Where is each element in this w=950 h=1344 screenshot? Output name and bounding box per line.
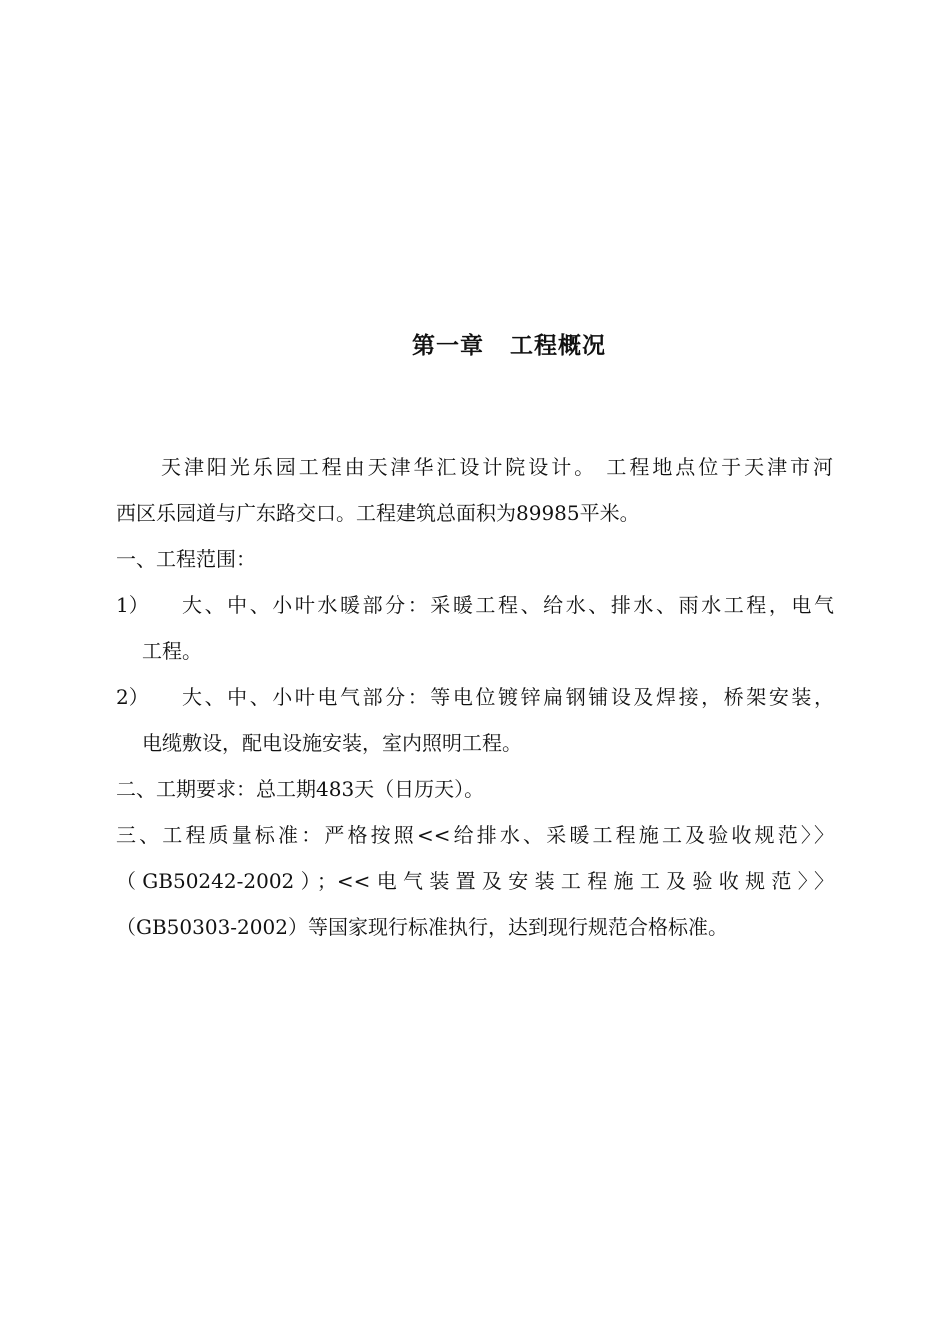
intro-line-2: 西区乐园道与广东路交口。工程建筑总面积为89985平米。: [116, 501, 640, 525]
scope-item-1: [116, 590, 834, 620]
scope-item-2: [116, 682, 834, 712]
quality-standard-line-1: 三、工程质量标准：严格按照<<给排水、采暖工程施工及验收规范〉〉: [116, 823, 834, 847]
intro-line-1: 天津阳光乐园工程由天津华汇设计院设计。 工程地点位于天津市河: [161, 455, 833, 479]
scope-heading: 一、工程范围：: [116, 547, 256, 571]
quality-standard-line-2: （GB50242-2002）；<<电气装置及安装工程施工及验收规范〉〉: [116, 869, 834, 893]
scope-item-2-text: 大、中、小叶电气部分：等电位镀锌扁钢铺设及焊接，桥架安装，: [182, 685, 834, 709]
chapter-title: [0, 328, 950, 364]
scope-item-1-continuation: 工程。: [142, 639, 202, 663]
scope-item-2-continuation: 电缆敷设，配电设施安装，室内照明工程。: [142, 731, 522, 755]
chapter-name: 工程概况: [510, 333, 606, 359]
chapter-number: 第一章: [412, 333, 484, 359]
quality-standard-line-3: （GB50303-2002）等国家现行标准执行，达到现行规范合格标准。: [116, 915, 728, 939]
schedule-requirement: 二、工期要求：总工期483天（日历天）。: [116, 777, 485, 801]
scope-item-1-number: 1）: [116, 593, 149, 617]
scope-item-1-text: 大、中、小叶水暖部分：采暖工程、给水、排水、雨水工程，电气: [182, 593, 834, 617]
scope-item-2-number: 2）: [116, 685, 149, 709]
